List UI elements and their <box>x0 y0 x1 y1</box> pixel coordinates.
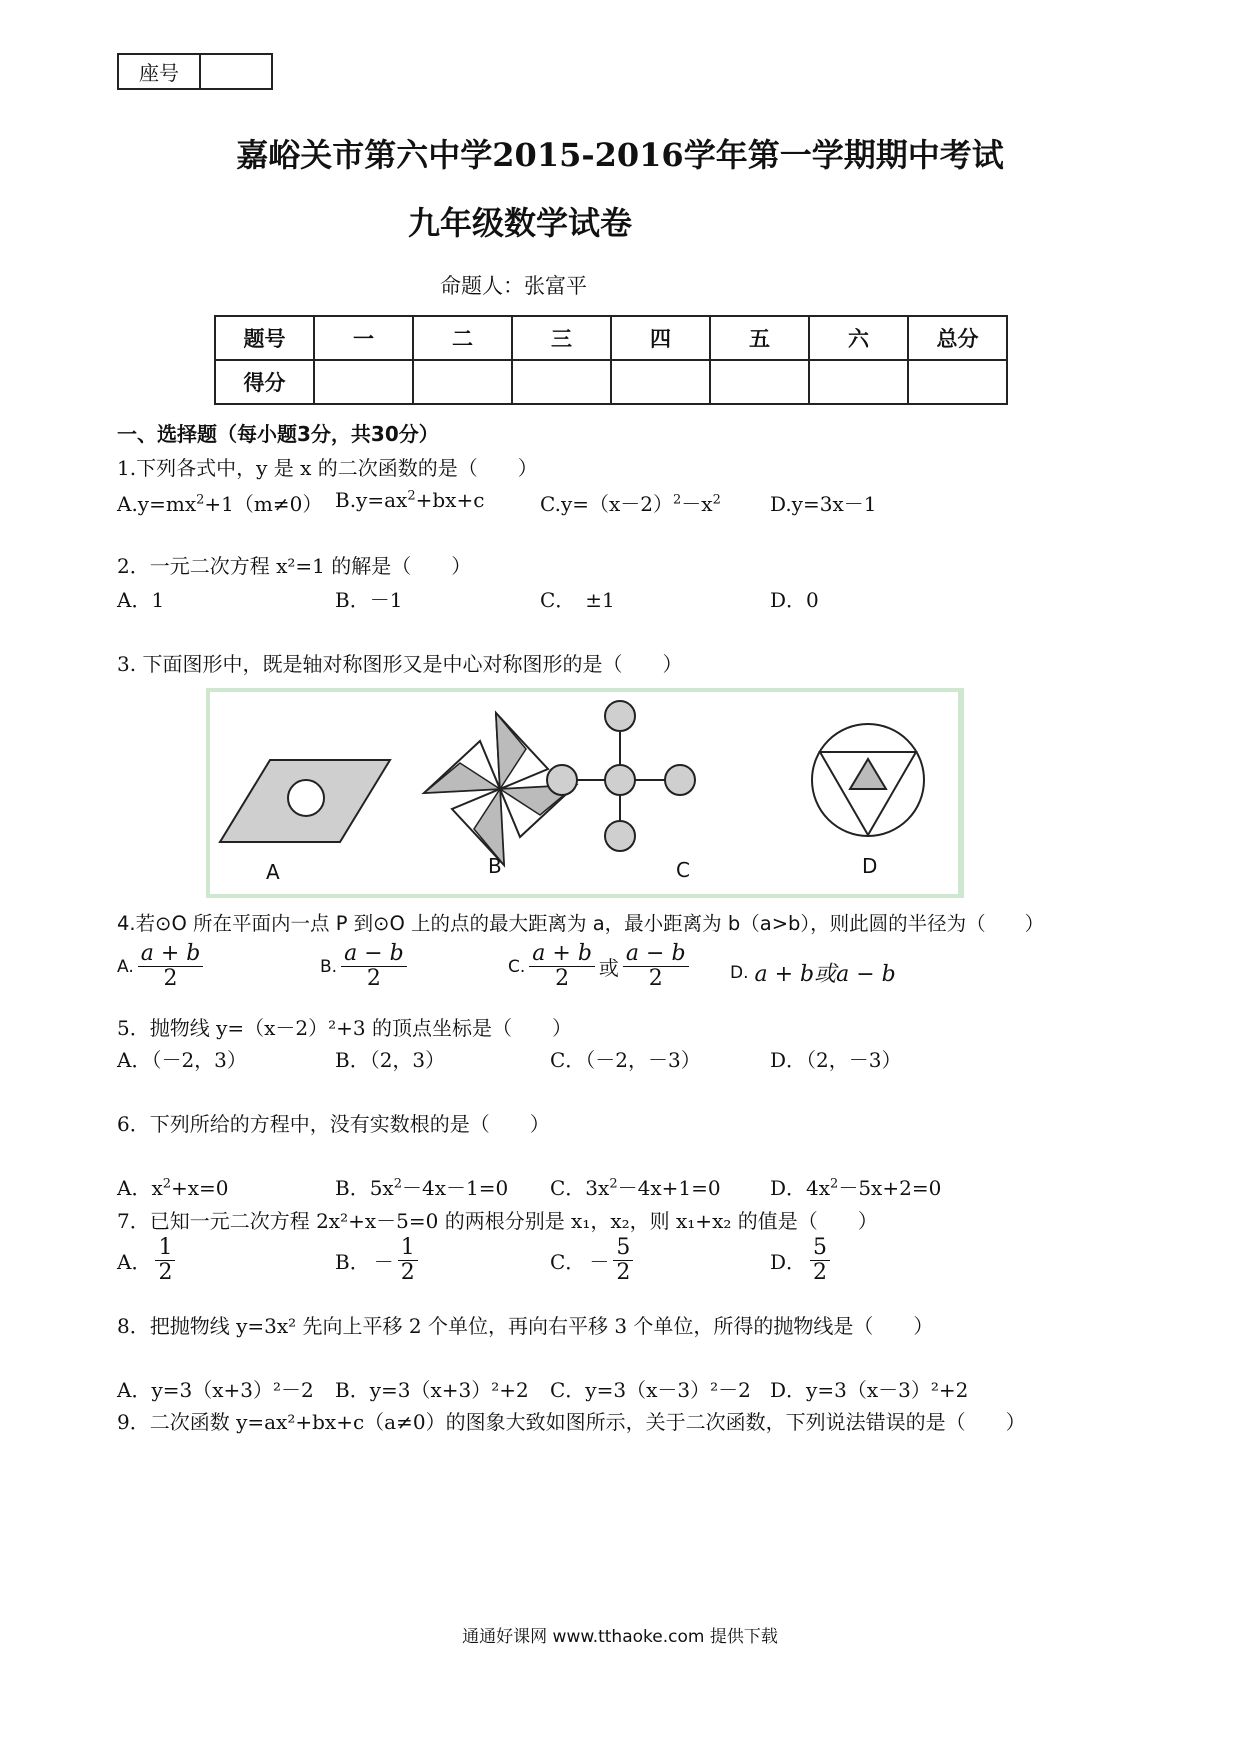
fraction-denominator: 2 <box>555 966 570 992</box>
seat-number-label: 座号 <box>119 55 201 88</box>
q5-option-d: D．（2，－3） <box>770 1048 902 1072</box>
q5-option-a: A．（－2，3） <box>117 1048 247 1072</box>
score-cell: 一 <box>314 316 413 360</box>
fraction-denominator: 2 <box>648 966 663 992</box>
q1-option-b: $B.y=ax^2+bx+c$ <box>335 488 485 512</box>
score-cell: 六 <box>809 316 908 360</box>
score-cell: 总分 <box>908 316 1007 360</box>
score-table <box>214 315 1008 405</box>
figure-d-circle-triangles <box>812 724 924 836</box>
score-cell: 题号 <box>215 316 314 360</box>
q7-fraction-c <box>613 1236 633 1285</box>
q8-option-c: C．y=3（x－3）²－2 <box>550 1378 751 1402</box>
score-cell: 二 <box>413 316 512 360</box>
q2-option-b: B．－1 <box>335 588 403 612</box>
q7-minus-sign: － <box>373 1250 394 1275</box>
q4-stem: 4.若⊙O 所在平面内一点 P 到⊙O 上的点的最大距离为 a，最小距离为 b（a>b），则此圆的半径为（ ） <box>117 912 1045 935</box>
score-header-row <box>215 316 1007 360</box>
q4-option-c-letter: C. <box>508 956 526 977</box>
score-blank-cell[interactable] <box>512 360 611 404</box>
fraction-numerator: a + b <box>138 942 204 967</box>
score-value-row <box>215 360 1007 404</box>
fraction-denominator: 2 <box>158 1260 173 1286</box>
q3-stem: 3. 下面图形中，既是轴对称图形又是中心对称图形的是（ ） <box>117 652 683 676</box>
seat-number-box <box>117 53 273 90</box>
q7-option-d <box>770 1236 830 1285</box>
q7-stem: 7．已知一元二次方程 2x²+x－5=0 的两根分别是 x₁，x₂，则 x₁+x₂ 的值是（ ） <box>117 1209 878 1233</box>
fraction-numerator: a + b <box>529 942 595 967</box>
q7-option-b-letter: B． <box>335 1250 370 1275</box>
q9-stem: 9．二次函数 y=ax²+bx+c（a≠0）的图象大致如图所示，关于二次函数，下列说法错误的是（ ） <box>117 1410 1026 1434</box>
fraction-denominator: 2 <box>366 966 381 992</box>
q4-fraction-c2 <box>623 942 689 991</box>
fraction-numerator: 1 <box>155 1236 175 1261</box>
q1-option-c: $C.y=(x-2)^2-x^2$ <box>540 492 721 516</box>
q8-option-a: A．y=3（x+3）²－2 <box>117 1378 314 1402</box>
exam-subtitle: 九年级数学试卷 <box>407 204 632 242</box>
figure-label-c: C <box>676 858 690 882</box>
q6-option-a: A．$x^2+x=0$ <box>117 1176 229 1200</box>
q2-option-d: D．0 <box>770 588 819 612</box>
q4-option-c <box>508 942 689 991</box>
q4-option-b-letter: B. <box>320 956 338 977</box>
q4-option-d <box>730 957 896 988</box>
q4-fraction-a <box>138 942 204 991</box>
q5-option-c: C．（－2，－3） <box>550 1048 701 1072</box>
fraction-numerator: 5 <box>810 1236 830 1261</box>
q7-option-c-letter: C． <box>550 1250 586 1275</box>
q3-figure-panel <box>206 688 964 898</box>
section-heading: 一、选择题（每小题3分，共30分） <box>117 422 439 446</box>
fraction-numerator: a − b <box>623 942 689 967</box>
fraction-numerator: 1 <box>398 1236 418 1261</box>
score-cell: 四 <box>611 316 710 360</box>
q4-option-d-letter: D. <box>730 962 749 983</box>
score-blank-cell[interactable] <box>908 360 1007 404</box>
q5-option-b: B．（2，3） <box>335 1048 446 1072</box>
q6-option-d: D．$4x^2-5x+2=0$ <box>770 1176 942 1200</box>
q2-option-a: A．1 <box>117 588 165 612</box>
q5-stem: 5．抛物线 y=（x－2）²+3 的顶点坐标是（ ） <box>117 1016 572 1040</box>
fraction-denominator: 2 <box>813 1260 828 1286</box>
score-blank-cell[interactable] <box>710 360 809 404</box>
q8-stem: 8．把抛物线 y=3x² 先向上平移 2 个单位，再向右平移 3 个单位，所得的抛物线是（ ） <box>117 1314 934 1338</box>
q8-option-d: D．y=3（x－3）²+2 <box>770 1378 969 1402</box>
fraction-denominator: 2 <box>163 966 178 992</box>
score-blank-cell[interactable] <box>314 360 413 404</box>
q4-option-b <box>320 942 407 991</box>
q8-option-b: B．y=3（x+3）²+2 <box>335 1378 529 1402</box>
q7-minus-sign: － <box>589 1250 610 1275</box>
fraction-denominator: 2 <box>616 1260 631 1286</box>
figure-c-circle-cross <box>547 701 695 851</box>
q1-option-a: $A.y=mx^2+1(m\ne 0)$ <box>117 492 323 516</box>
fraction-denominator: 2 <box>400 1260 415 1286</box>
question-setter: 命题人：张富平 <box>440 274 587 298</box>
q7-fraction-d <box>810 1236 830 1285</box>
seat-number-blank <box>201 55 271 88</box>
q6-option-c: C．$3x^2-4x+1=0$ <box>550 1176 721 1200</box>
figure-label-a: A <box>266 860 280 884</box>
fraction-numerator: 5 <box>613 1236 633 1261</box>
exam-title: 嘉峪关市第六中学2015-2016学年第一学期期中考试 <box>236 136 1004 174</box>
q4-option-d-expression: a + b或a − b <box>754 962 896 987</box>
q1-option-d: D.y=3x－1 <box>770 492 877 516</box>
q7-fraction-b <box>398 1236 418 1285</box>
figure-label-d: D <box>862 854 878 878</box>
score-row-label: 得分 <box>215 360 314 404</box>
page-footer: 通通好课网 www.tthaoke.com 提供下载 <box>462 1627 778 1647</box>
figure-label-b: B <box>488 854 502 878</box>
q4-option-a-letter: A. <box>117 956 134 977</box>
q4-fraction-b <box>341 942 407 991</box>
q3-figures <box>210 692 950 888</box>
figure-a-parallelogram <box>220 760 390 842</box>
score-cell: 五 <box>710 316 809 360</box>
q6-stem: 6．下列所给的方程中，没有实数根的是（ ） <box>117 1112 550 1136</box>
fraction-numerator: a − b <box>341 942 407 967</box>
q7-fraction-a <box>155 1236 175 1285</box>
q1-stem: 1.下列各式中，y 是 x 的二次函数的是（ ） <box>117 456 538 480</box>
q7-option-a <box>117 1236 175 1285</box>
q7-option-c <box>550 1236 633 1285</box>
q4-fraction-c1 <box>529 942 595 991</box>
score-blank-cell[interactable] <box>413 360 512 404</box>
q2-option-c: C． ±1 <box>540 588 615 612</box>
score-blank-cell[interactable] <box>809 360 908 404</box>
q4-or-word: 或 <box>598 956 619 981</box>
score-blank-cell[interactable] <box>611 360 710 404</box>
score-cell: 三 <box>512 316 611 360</box>
q7-option-a-letter: A． <box>117 1250 152 1275</box>
q7-option-b <box>335 1236 418 1285</box>
q6-option-b: B．$5x^2-4x-1=0$ <box>335 1176 509 1200</box>
q7-option-d-letter: D． <box>770 1250 807 1275</box>
q2-stem: 2．一元二次方程 x²=1 的解是（ ） <box>117 554 472 578</box>
q4-option-a <box>117 942 203 991</box>
